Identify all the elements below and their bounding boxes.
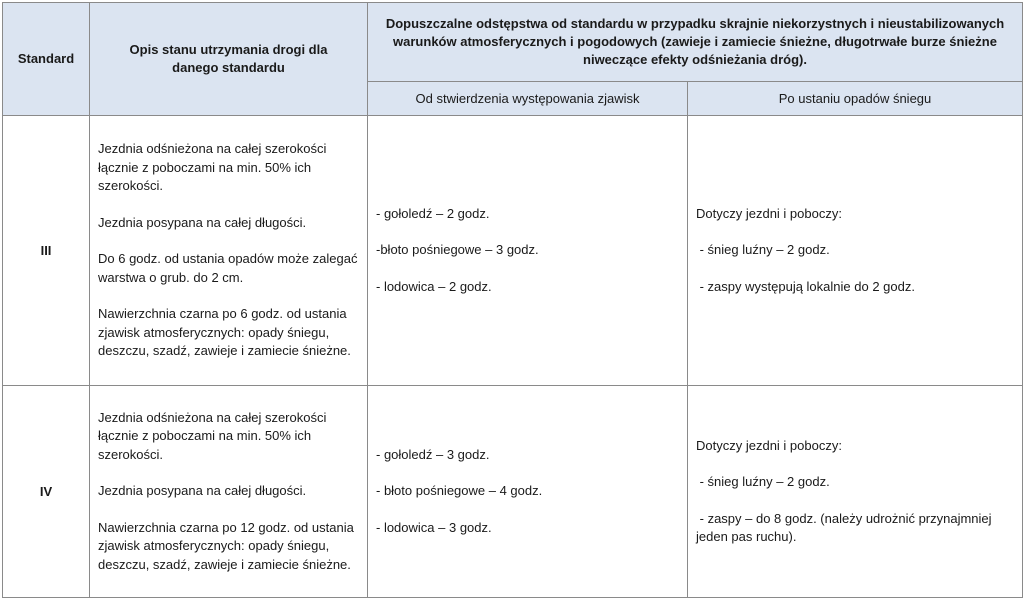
table-row-standard-iv — [3, 386, 1023, 598]
standard-cell: IV — [3, 386, 90, 598]
header-deviations: Dopuszczalne odstępstwa od standardu w przypadku skrajnie niekorzystnych i nieustabilizowanych warunków atmosferycznych i pogodowych (zawieje i zamiecie śnieżne, długotrwałe burze śnieżne niweczące efekty odśnieżania dróg). — [368, 3, 1023, 82]
deviation-line: - lodowica – 2 godz. — [376, 278, 492, 294]
winter-maintenance-standards-table — [2, 2, 1023, 598]
description-cell — [90, 116, 368, 386]
description-line: Jezdnia odśnieżona na całej szerokości łącznie z poboczami na min. 50% ich szerokości. — [98, 141, 327, 194]
deviation-line: - błoto pośniegowe – 4 godz. — [376, 483, 543, 499]
deviation-line: Dotyczy jezdni i poboczy: — [696, 205, 842, 221]
deviation-line: -błoto pośniegowe – 3 godz. — [376, 242, 539, 258]
description-cell — [90, 386, 368, 598]
description-line: Jezdnia odśnieżona na całej szerokości łącznie z poboczami na min. 50% ich szerokości. — [98, 409, 327, 462]
after-snowfall-cell — [688, 386, 1023, 598]
deviation-line: - gołoledź – 2 godz. — [376, 205, 490, 221]
deviation-line: - zaspy występują lokalnie do 2 godz. — [696, 278, 915, 294]
from-phenomena-cell — [368, 116, 688, 386]
after-snowfall-cell — [688, 116, 1023, 386]
header-after-snowfall: Po ustaniu opadów śniegu — [688, 82, 1023, 116]
deviation-line: - gołoledź – 3 godz. — [376, 446, 490, 462]
deviation-line: Dotyczy jezdni i poboczy: — [696, 437, 842, 453]
header-row — [3, 3, 1023, 82]
description-line: Jezdnia posypana na całej długości. — [98, 483, 307, 499]
description-line: Do 6 godz. od ustania opadów może zalegać warstwa o grub. do 2 cm. — [98, 251, 358, 285]
header-standard: Standard — [3, 3, 90, 116]
deviation-line: - śnieg luźny – 2 godz. — [696, 474, 830, 489]
header-description: Opis stanu utrzymania drogi dla danego standardu — [90, 3, 368, 116]
from-phenomena-cell — [368, 386, 688, 598]
standard-cell: III — [3, 116, 90, 386]
header-from-phenomena: Od stwierdzenia występowania zjawisk — [368, 82, 688, 116]
deviation-line: - zaspy – do 8 godz. (należy udrożnić przynajmniej jeden pas ruchu). — [696, 510, 996, 544]
description-line: Jezdnia posypana na całej długości. — [98, 214, 307, 230]
deviation-line: - lodowica – 3 godz. — [376, 519, 492, 535]
table-row-standard-iii — [3, 116, 1023, 386]
deviation-line: - śnieg luźny – 2 godz. — [696, 242, 830, 258]
description-line: Nawierzchnia czarna po 6 godz. od ustania zjawisk atmosferycznych: opady śniegu, deszczu, szadź, zawieje i zamiecie śnieżne. — [98, 306, 351, 359]
description-line: Nawierzchnia czarna po 12 godz. od ustania zjawisk atmosferycznych: opady śniegu, deszczu, szadź, zawieje i zamiecie śnieżne. — [98, 519, 354, 572]
